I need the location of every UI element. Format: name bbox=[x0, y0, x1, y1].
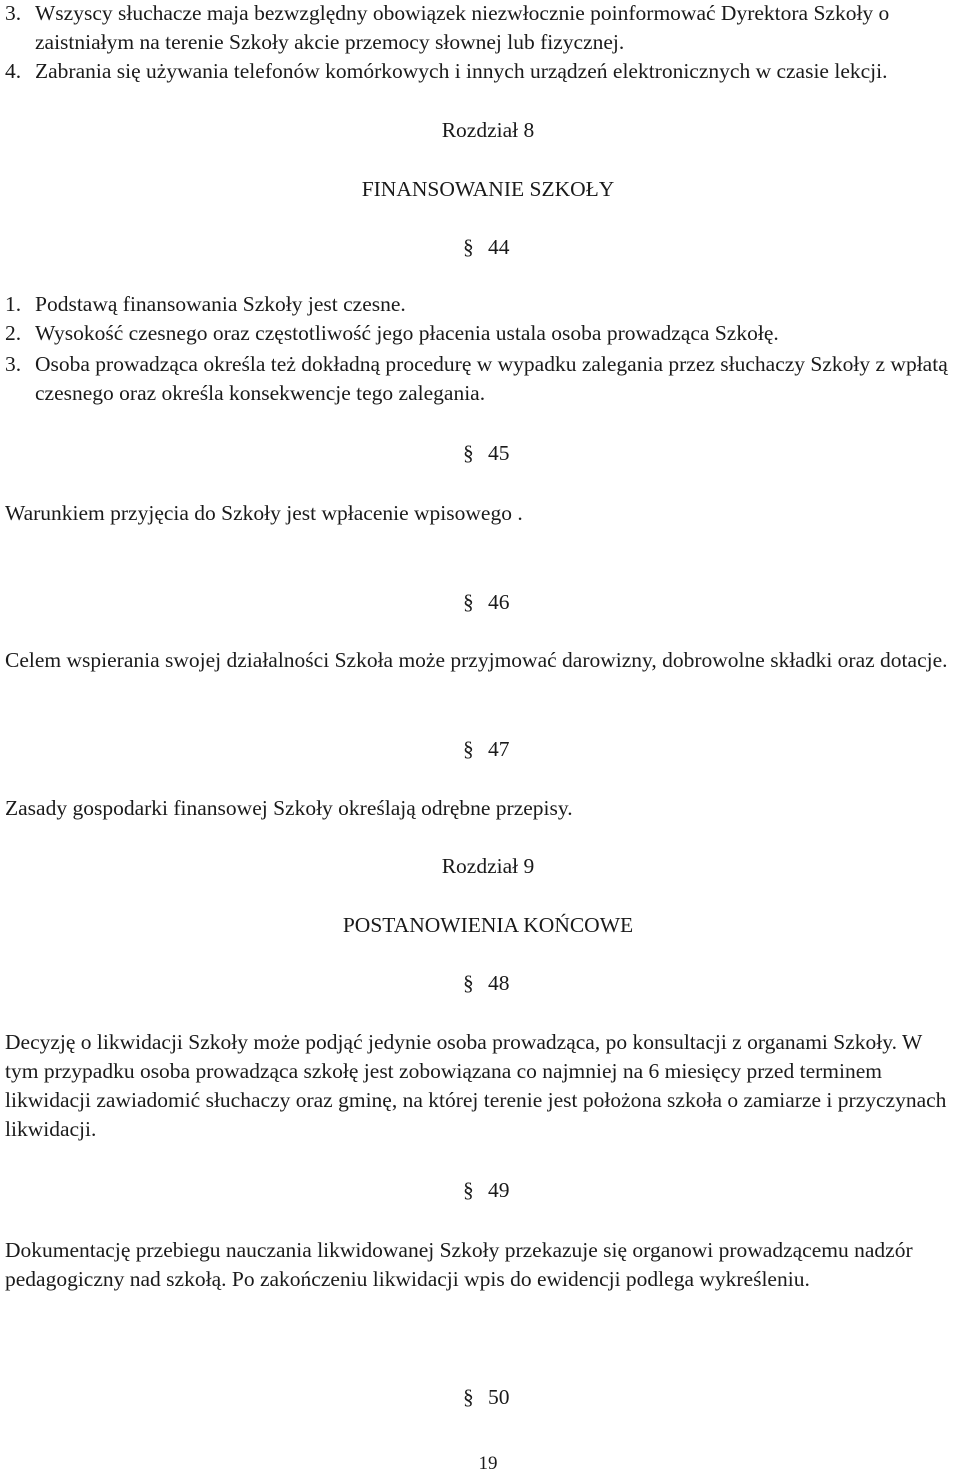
section-heading bbox=[463, 1383, 510, 1412]
chapter-title: POSTANOWIENIA KOŃCOWE bbox=[342, 913, 634, 937]
list-text: Podstawą finansowania Szkoły jest czesne. bbox=[35, 292, 406, 316]
paragraph: Decyzję o likwidacji Szkoły może podjąć jedynie osoba prowadząca, po konsultacji z organami Szkoły. W tym przypadku osoba prowadząca szkołę jest zobowiązana co najmniej na 6 miesięcy przed terminem likwidacji zawiadomić słuchaczy oraz gminę, na której terenie jest położona szkoła o zamiarze i przyczynach likwidacji. bbox=[5, 1030, 947, 1141]
page-number: 19 bbox=[478, 1453, 498, 1474]
list-number: 3. bbox=[5, 1, 22, 25]
section-heading bbox=[463, 1176, 510, 1205]
list-number: 2. bbox=[5, 321, 22, 345]
paragraph: Celem wspierania swojej działalności Szkoła może przyjmować darowizny, dobrowolne składki oraz dotacje. bbox=[5, 648, 948, 672]
chapter-title: FINANSOWANIE SZKOŁY bbox=[361, 177, 615, 201]
section-heading bbox=[463, 233, 510, 262]
section-sign: § bbox=[463, 1178, 474, 1202]
list-text: Zabrania się używania telefonów komórkowych i innych urządzeń elektronicznych w czasie lekcji. bbox=[35, 59, 888, 83]
section-heading bbox=[463, 969, 510, 998]
list-text: Osoba prowadząca określa też dokładną procedurę w wypadku zalegania przez słuchaczy Szkoły z wpłatą czesnego oraz określa konsekwencje tego zalegania. bbox=[35, 352, 948, 405]
section-sign: § bbox=[463, 737, 474, 761]
section-sign: § bbox=[463, 971, 474, 995]
list-text: Wysokość czesnego oraz częstotliwość jego płacenia ustala osoba prowadząca Szkołę. bbox=[35, 321, 779, 345]
section-sign: § bbox=[463, 235, 474, 259]
section-number: 47 bbox=[488, 737, 510, 761]
paragraph: Warunkiem przyjęcia do Szkoły jest wpłacenie wpisowego . bbox=[5, 501, 523, 525]
list-number: 4. bbox=[5, 59, 22, 83]
section-heading bbox=[463, 735, 510, 764]
section-sign: § bbox=[463, 1385, 474, 1409]
section-number: 44 bbox=[488, 235, 510, 259]
section-sign: § bbox=[463, 441, 474, 465]
section-sign: § bbox=[463, 590, 474, 614]
paragraph: Zasady gospodarki finansowej Szkoły określają odrębne przepisy. bbox=[5, 796, 573, 820]
section-number: 46 bbox=[488, 590, 510, 614]
list-number: 3. bbox=[5, 352, 22, 376]
section-number: 50 bbox=[488, 1385, 510, 1409]
chapter-label: Rozdział 8 bbox=[441, 118, 535, 142]
list-number: 1. bbox=[5, 292, 22, 316]
section-heading bbox=[463, 588, 510, 617]
paragraph: Dokumentację przebiegu nauczania likwidowanej Szkoły przekazuje się organowi prowadzącemu nadzór pedagogiczny nad szkołą. Po zakończeniu likwidacji wpis do ewidencji podlega wykreśleniu. bbox=[5, 1238, 913, 1291]
section-heading bbox=[463, 439, 510, 468]
list-text: Wszyscy słuchacze maja bezwzględny obowiązek niezwłocznie poinformować Dyrektora Szkoły o zaistniałym na terenie Szkoły akcie przemocy słownej lub fizycznej. bbox=[35, 1, 890, 54]
section-number: 45 bbox=[488, 441, 510, 465]
chapter-label: Rozdział 9 bbox=[441, 854, 535, 878]
section-number: 48 bbox=[488, 971, 510, 995]
section-number: 49 bbox=[488, 1178, 510, 1202]
